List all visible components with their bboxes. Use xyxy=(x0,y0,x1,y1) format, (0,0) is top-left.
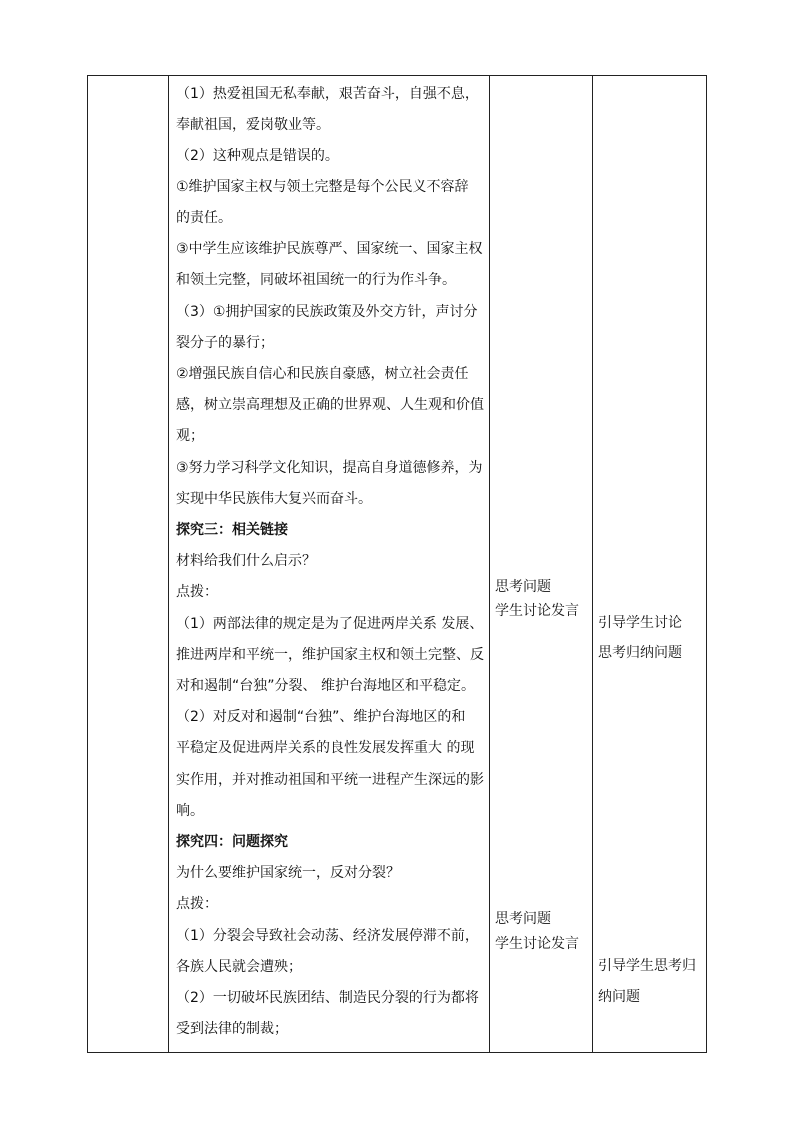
content-line: 材料给我们什么启示？ xyxy=(176,553,316,569)
content-line: 推进两岸和平统一，维护国家主权和领土完整、反 xyxy=(176,647,484,663)
content-line: 观； xyxy=(176,428,204,444)
content-line: ③努力学习科学文化知识，提高自身道德修养，为 xyxy=(176,460,483,476)
content-line: （2）一切破坏民族团结、制造民分裂的行为都将 xyxy=(176,990,479,1006)
content-line: ③中学生应该维护民族尊严、国家统一、国家主权 xyxy=(176,241,483,257)
content-line: （3）①拥护国家的民族政策及外交方针，声讨分 xyxy=(176,304,478,320)
content-line: ①维护国家主权与领土完整是每个公民义不容辞 xyxy=(176,179,469,195)
content-line: ②增强民族自信心和民族自豪感，树立社会责任 xyxy=(176,366,469,382)
content-line: 对和遏制“台独”分裂、 维护台海地区和平稳定。 xyxy=(176,678,475,694)
teacher-activity-text: 引导学生讨论 xyxy=(598,615,682,631)
content-line: 点拨： xyxy=(176,896,218,912)
content-line: 实作用，并对推动祖国和平统一进程产生深远的影 xyxy=(176,772,484,788)
content-line: （2）对反对和遏制“台独”、维护台海地区的和 xyxy=(176,709,466,725)
content-line: （1）分裂会导致社会动荡、经济发展停滞不前， xyxy=(176,928,479,944)
content-line: 的责任。 xyxy=(176,210,232,226)
content-line: 裂分子的暴行； xyxy=(176,335,274,351)
content-line: （1）热爱祖国无私奉献，艰苦奋斗，自强不息， xyxy=(176,86,479,102)
content-line: 为什么要维护国家统一，反对分裂？ xyxy=(176,865,400,881)
content-line: 响。 xyxy=(176,803,204,819)
content-line: 受到法律的制裁； xyxy=(176,1021,288,1037)
teacher-activity-text: 思考归纳问题 xyxy=(598,645,682,661)
lesson-table xyxy=(87,75,707,1053)
content-line: 平稳定及促进两岸关系的良性发展发挥重大 的现 xyxy=(176,740,475,756)
column-divider xyxy=(168,76,169,1052)
content-line: 点拨： xyxy=(176,584,218,600)
student-activity-text: 学生讨论发言 xyxy=(495,603,579,619)
teacher-activity-text: 引导学生思考归 xyxy=(598,958,696,974)
student-activity-text: 思考问题 xyxy=(495,911,551,927)
teacher-activity-text: 纳问题 xyxy=(598,989,640,1005)
content-line: 实现中华民族伟大复兴而奋斗。 xyxy=(176,491,372,507)
section-heading: 探究四：问题探究 xyxy=(176,834,288,850)
column-divider xyxy=(489,76,490,1052)
column-divider xyxy=(592,76,593,1052)
content-line: 感，树立崇高理想及正确的世界观、人生观和价值 xyxy=(176,397,484,413)
content-line: （2）这种观点是错误的。 xyxy=(176,148,339,164)
section-heading: 探究三：相关链接 xyxy=(176,522,288,538)
content-line: 奉献祖国，爱岗敬业等。 xyxy=(176,117,330,133)
content-line: 各族人民就会遭殃； xyxy=(176,959,302,975)
student-activity-text: 学生讨论发言 xyxy=(495,936,579,952)
student-activity-text: 思考问题 xyxy=(495,579,551,595)
content-line: 和领土完整，同破坏祖国统一的行为作斗争。 xyxy=(176,272,456,288)
content-line: （1）两部法律的规定是为了促进两岸关系 发展、 xyxy=(176,616,484,632)
